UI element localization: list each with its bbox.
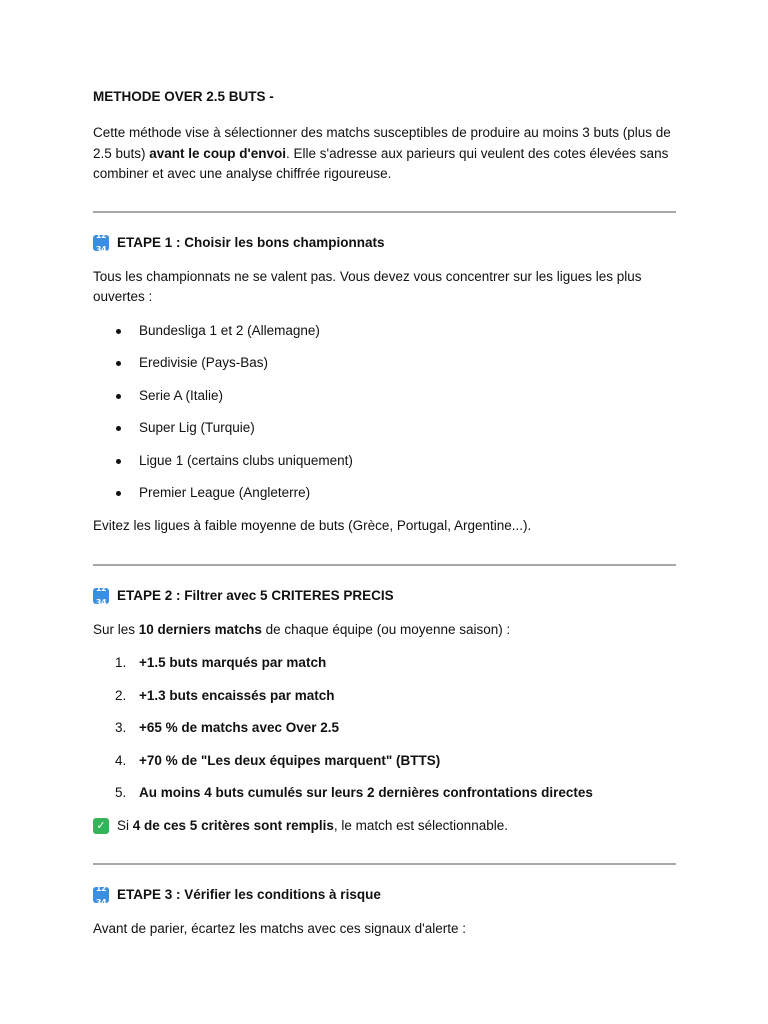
document-page bbox=[93, 88, 676, 940]
list-item: Super Lig (Turquie) bbox=[93, 418, 676, 438]
step1-heading bbox=[93, 231, 676, 254]
intro-text: Cette méthode vise à sélectionner des matchs susceptibles de produire au moins 3 buts (plus de 2.5 buts) bbox=[93, 125, 671, 161]
list-item: 4. +70 % de "Les deux équipes marquent" (BTTS) bbox=[115, 752, 441, 768]
step1-heading-text: ETAPE 1 : Choisir les bons championnats bbox=[117, 234, 385, 250]
step2-heading-text: ETAPE 2 : Filtrer avec 5 CRITERES PRECIS bbox=[117, 587, 394, 603]
check-note: ✓ Si 4 de ces 5 critères sont remplis, le match est sélectionnable. bbox=[93, 816, 676, 836]
list-item: 1. +1.5 buts marqués par match bbox=[115, 655, 327, 671]
list-item: 5. Au moins 4 buts cumulés sur leurs 2 dernières confrontations directes bbox=[115, 785, 593, 801]
league-list bbox=[93, 321, 676, 504]
intro-bold: avant le coup d'envoi bbox=[149, 145, 287, 161]
list-item: 2. +1.3 buts encaissés par match bbox=[115, 687, 335, 703]
list-item: Eredivisie (Pays-Bas) bbox=[93, 353, 676, 373]
step2-heading bbox=[93, 584, 676, 608]
numbers-icon: 12 34 bbox=[93, 887, 109, 903]
list-item: Ligue 1 (certains clubs uniquement) bbox=[93, 451, 676, 471]
list-item: Premier League (Angleterre) bbox=[93, 483, 676, 503]
document-title: METHODE OVER 2.5 BUTS - bbox=[93, 89, 274, 104]
step1-intro: Tous les championnats ne se valent pas. Vous devez vous concentrer sur les ligues les plus ouvertes : bbox=[93, 268, 642, 304]
step3-heading bbox=[93, 883, 676, 907]
list-item: Serie A (Italie) bbox=[93, 386, 676, 406]
separator bbox=[93, 211, 676, 213]
criteria-list bbox=[93, 653, 676, 803]
numbers-icon: 12 34 bbox=[93, 588, 109, 604]
numbers-icon: 12 34 bbox=[93, 235, 109, 251]
step3-intro: Avant de parier, écartez les matchs avec ces signaux d'alerte : bbox=[93, 921, 467, 937]
separator bbox=[93, 863, 676, 865]
step3-heading-text: ETAPE 3 : Vérifier les conditions à risque bbox=[117, 887, 381, 903]
check-icon: ✓ bbox=[93, 818, 109, 834]
step1-outro: Evitez les ligues à faible moyenne de buts (Grèce, Portugal, Argentine...). bbox=[93, 518, 532, 534]
list-item: Bundesliga 1 et 2 (Allemagne) bbox=[93, 321, 676, 341]
list-item: 3. +65 % de matchs avec Over 2.5 bbox=[115, 720, 340, 736]
step2-intro: Sur les 10 derniers matchs de chaque équipe (ou moyenne saison) : bbox=[93, 621, 511, 637]
intro-text-end: . Elle s'adresse aux parieurs qui veulent des cotes élevées sans combiner et avec une analyse chiffrée rigoureuse. bbox=[93, 145, 669, 181]
intro-paragraph bbox=[93, 123, 676, 185]
separator bbox=[93, 564, 676, 566]
